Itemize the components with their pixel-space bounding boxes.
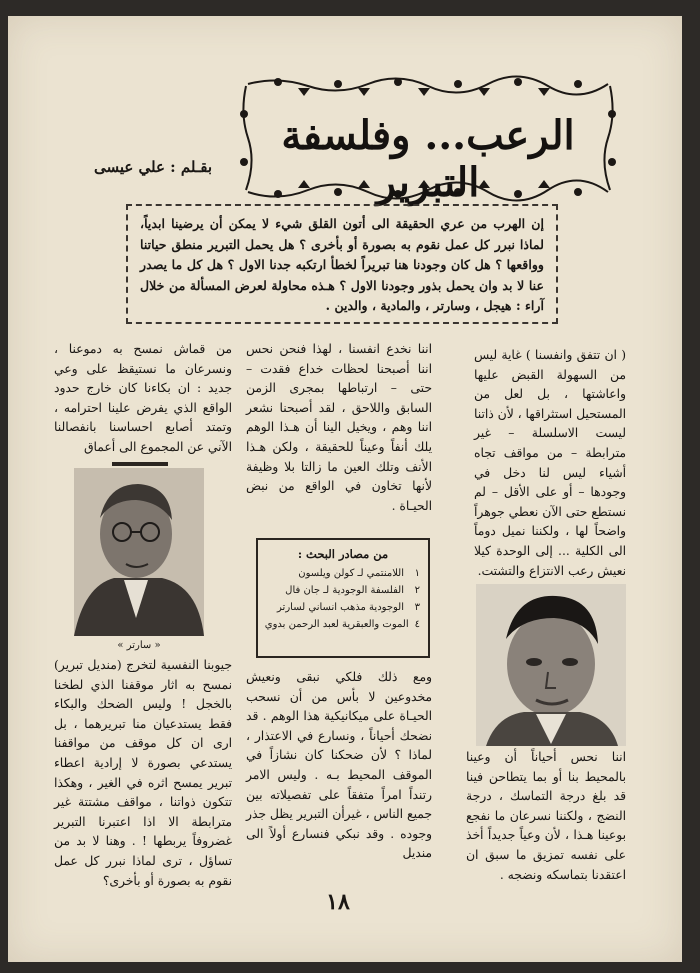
- column-middle-bottom: ومع ذلك فلكي نبقى ونعيش مخدوعين لا بأس من أن نسحب الحيـاة على ميكانيكية هذا الوهم . قد نضحك أحياناً ، ونسارع في الاعتذار ، لماذا ؟ لأن ضحكنا كان نشازاً في الموقف المحيط بـه . وليس الامر رتنداً امراً متفقاً على تفصيلاته بين جميع الناس ، غيرأن التبرير يظل جذر وجوده . وقد نبكي فنسارع أولاً الى منديل: [246, 670, 432, 861]
- divider: [112, 462, 168, 466]
- source-item: ١ اللامنتمي لـ كولن ويلسون: [298, 568, 420, 579]
- column-left-bottom: جيوبنا النفسية لتخرج (منديل تبرير) نمسح به اثار موقفنا الذي لطخنا بالخجل ! وليس الضحك والبكاء فقط يستدعيان منا تبريرهما ، بل ارى ان كل موقف من مواقفنا يستدعي بصورة لا إرادية اعطاء تبرير يمسح اثره في الغير ، وهكذا تتكون ذواتنا ، مواقف مشتتة غير مترابطة الا اذا اعتبرنا التبرير غضروفاً يربطها ! . وهنا لا بد من تساؤل ، ترى لماذا نبرر كل عمل نقوم به بصورة أو بأخرى؟: [54, 658, 232, 888]
- column-left-top: من قماش نمسح به دموعنا ، ونسرعان ما نستيقظ على وعي جديد : ان بكاءنا كان خارج حدود الواقع الذي يفرض علينا احترامه ، وتمتد أصابع احساسنا بانفصالنا الآني عن المجموع الى أعماق: [54, 342, 232, 454]
- title-ornament-frame: [238, 74, 618, 204]
- article-title: الرعب... وفلسفة التبرير: [281, 112, 575, 206]
- column-middle-top: اننا نخدع انفسنا ، لهذا فنحن نحس اننا أصبحنا لحظات خداع فقدت – حتى – ارتباطها بمجرى الزمن السابق واللاحق ، لقد أصبحنا نشعر اننا وهم ، ويخيل الينا أن هـذا الوهم يلك أنفاً وعيناً للحقيقة ، ولكن هـذا الأنف وتلك العين ما زالتا بلا وظيفة لأنها تخاون في الواقع من نبض الحيـاة .: [246, 342, 432, 513]
- author-photo: [476, 584, 626, 746]
- column-right-bottom: اننا نحس أحياناً أن وعينا بالمحيط بنا أو بما يتطاحن فينا قد بلغ درجة التماسك ، درجة النضج ، ولكننا نسرعان ما نفجع بوعينا هـذا ، لأن وعياً جديداً أخذ على نفسه تمزيق ما سبق ان اعتقدنا بتماسكه ونضجه .: [466, 750, 626, 882]
- magazine-page: [8, 16, 682, 962]
- sartre-photo: [74, 468, 204, 636]
- sources-box: [256, 538, 430, 658]
- source-item: ٤ الموت والعبقرية لعبد الرحمن بدوي: [264, 619, 420, 630]
- intro-box: إن الهرب من عري الحقيقة الى أتون القلق شيء لا يمكن أن يرضينا ابدياً، لماذا نبرر كل عمل نقوم به بصورة أو بأخرى ؟ هل يحمل التبرير منطق حياتنا وواقعها ؟ هل كان وجودنا هنا تبريراً لخطأ ارتكبه جدنا الاول ؟ هل كل ما يصدر عنا لا بد وان يحمل بذور وجودنا الاول ؟ هـذه محاولة لعرض المسألة من خلال آراء : هيجل ، وسارتر ، والمادية ، والدين .: [126, 204, 558, 324]
- author-byline: بقـلم : علي عيسى: [93, 158, 213, 176]
- sources-title: من مصادر البحث :: [297, 547, 389, 561]
- source-item: ٢ الفلسفة الوجودية لـ جان فال: [285, 585, 420, 596]
- photo-caption: « سارتر »: [117, 640, 161, 651]
- page-number: ١٨: [326, 889, 350, 915]
- column-right-top: ( ان تتفق وانفسنا ) غاية ليس من السهولة القبض عليها واعاشتها ، بل لعل من المستحيل استثراقها ، لأن ذاتنا ليست الاسلسلة – غير مترابطة – من مواقف تجاه أشياء ليس لنا دخل في وجودها – أو على الأقل – لم نستطع حتى الآن نعطي جوهراً واضحاً لها ، ولكننا نميل دوماً الى الكلية ... إلى الوحدة كيلا نعيش رعب الانتزاع والتشتت.: [474, 348, 626, 578]
- source-item: ٣ الوجودية مذهب انساني لسارتر: [277, 602, 420, 613]
